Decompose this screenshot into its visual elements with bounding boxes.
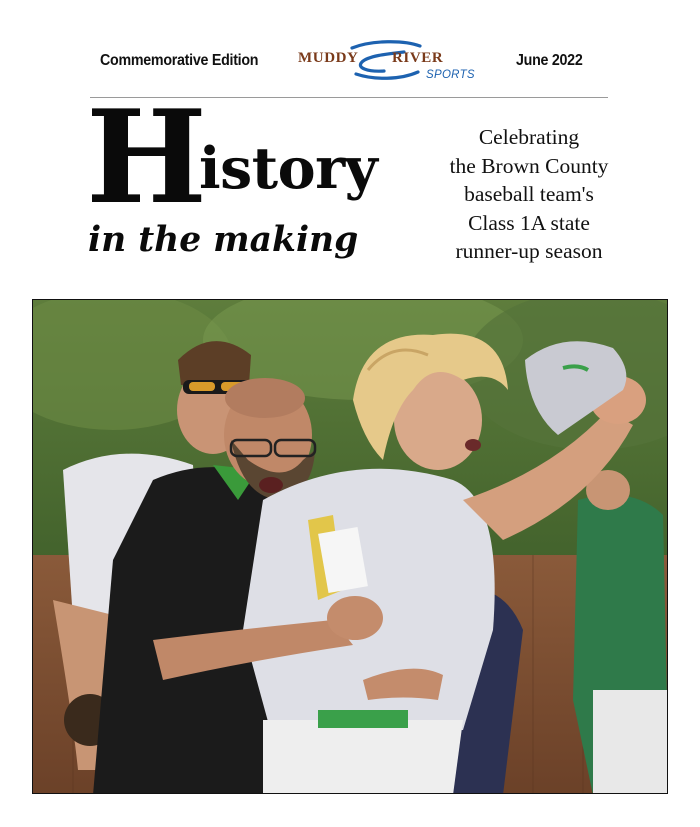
headline — [86, 83, 416, 278]
issue-date: June 2022 — [516, 52, 583, 69]
deck-line: the Brown County — [449, 153, 609, 178]
deck-line: baseball team's — [464, 182, 594, 206]
cover-photo — [32, 299, 668, 794]
celebration-illustration — [33, 300, 668, 794]
deck-line: Class 1A state — [468, 210, 590, 235]
logo-word-river: RIVER — [392, 50, 444, 66]
logo-word-sports: SPORTS — [426, 69, 475, 81]
deck-text — [420, 123, 638, 266]
muddy-river-sports-logo[interactable] — [296, 38, 486, 84]
edition-label: Commemorative Edition — [100, 52, 259, 69]
masthead — [0, 38, 700, 81]
logo-word-muddy: MUDDY — [298, 50, 359, 66]
deck-line: Celebrating — [478, 125, 580, 149]
headline-word: istory — [199, 135, 378, 202]
deck-line: runner-up season — [455, 239, 603, 263]
headline-subline: in the making — [88, 220, 359, 260]
headline-initial: H — [86, 83, 207, 233]
